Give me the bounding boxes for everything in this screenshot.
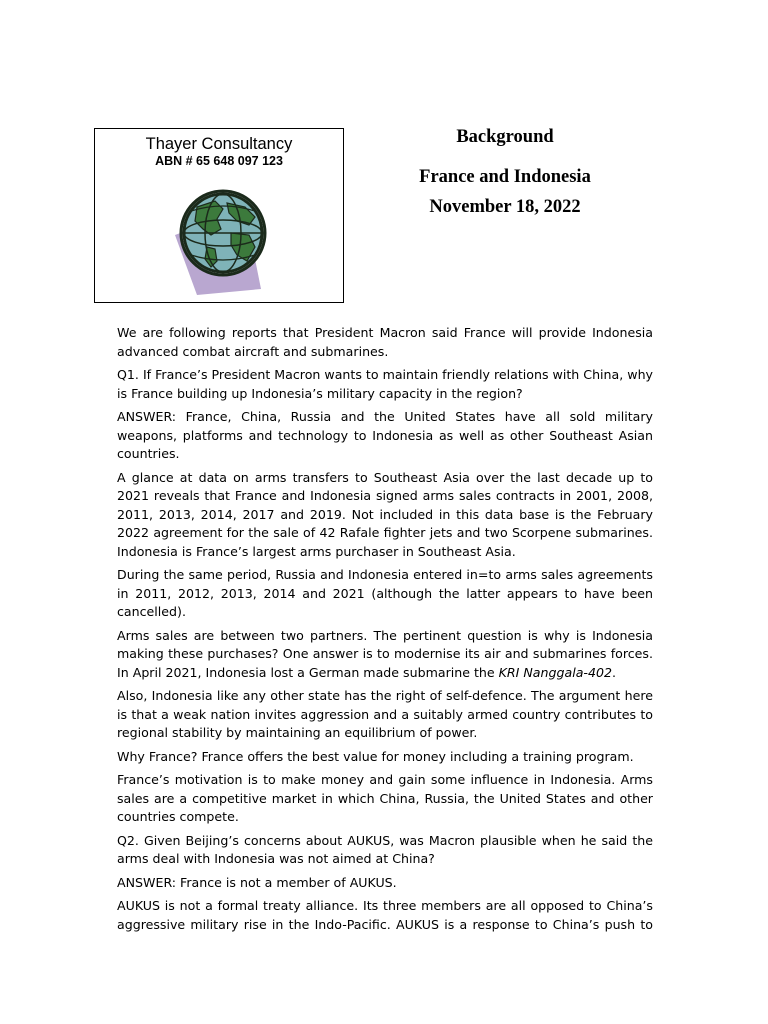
paragraph: A glance at data on arms transfers to Southeast Asia over the last decade up to 2021 reveals that France and Indonesia signed arms sales contracts in 2001, 2008, 2011, 2013, 2014, 2017 and 2019. Not included in this data base is the February 2022 agreement for the sale of 42 Rafale fighter jets and two Scorpene submarines. Indonesia is France’s largest arms purchaser in Southeast Asia.	[117, 469, 653, 559]
logo-box	[94, 128, 344, 303]
globe-icon	[157, 183, 282, 298]
paragraph: Also, Indonesia like any other state has the right of self-defence. The argument here is that a weak nation invites aggression and a suitably armed country contributes to regional stability by maintaining an equilibrium of power.	[117, 688, 653, 740]
paragraph-text: Arms sales are between two partners. The pertinent question is why is Indonesia making these purchases? One answer is to modernise its air and submarines forces. In April 2021, Indonesia lost a German made submarine the	[117, 627, 653, 680]
background-label: Background	[456, 127, 554, 147]
paragraph	[117, 897, 653, 953]
company-abn: ABN # 65 648 097 123	[155, 154, 283, 168]
paragraph: During the same period, Russia and Indonesia entered in=to arms sales agreements in 2011, 2012, 2013, 2014 and 2021 (although the latter appears to have been cancelled).	[117, 567, 653, 619]
submarine-name: KRI Nanggala-402	[498, 664, 613, 680]
paragraph-text: .	[612, 664, 617, 680]
paragraph	[117, 627, 653, 683]
paragraph-text: AUKUS is not a formal treaty alliance. Its three members are all opposed to China’s aggressive military rise in the Indo-Pacific. AUKUS is a response to China’s push to	[117, 898, 653, 932]
document-date: November 18, 2022	[429, 197, 581, 217]
paragraph: France’s motivation is to make money and gain some influence in Indonesia. Arms sales are a competitive market in which China, Russia, the United States and other countries compete.	[117, 772, 653, 824]
question: Q2. Given Beijing’s concerns about AUKUS, was Macron plausible when he said the arms deal with Indonesia was not aimed at China?	[117, 832, 653, 866]
document-title: France and Indonesia	[419, 167, 591, 187]
answer: ANSWER: France, China, Russia and the United States have all sold military weapons, platforms and technology to Indonesia as well as other Southeast Asian countries.	[117, 409, 653, 461]
paragraph: Why France? France offers the best value for money including a training program.	[117, 748, 634, 764]
question: Q1. If France’s President Macron wants to maintain friendly relations with China, why is France building up Indonesia’s military capacity in the region?	[117, 367, 653, 401]
paragraph: We are following reports that President Macron said France will provide Indonesia advanced combat aircraft and submarines.	[117, 325, 653, 359]
company-name: Thayer Consultancy	[145, 135, 293, 153]
document-body	[117, 324, 653, 953]
answer: ANSWER: France is not a member of AUKUS.	[117, 874, 397, 890]
